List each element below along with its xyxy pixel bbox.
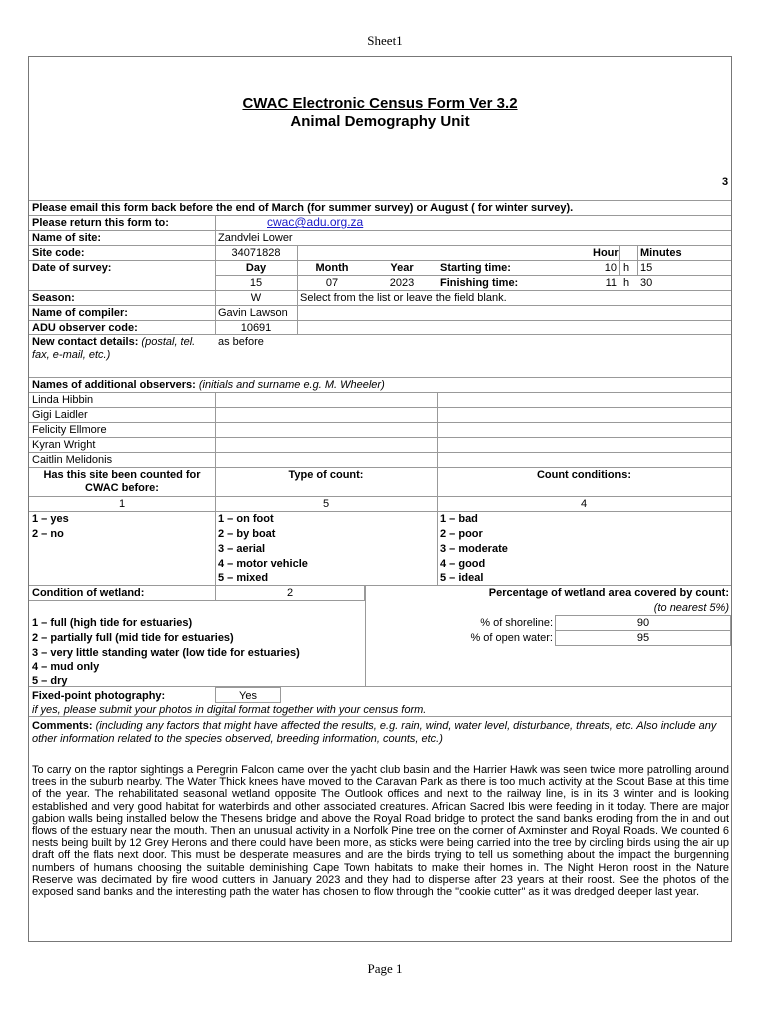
- type-of-count-label: Type of count:: [288, 469, 364, 481]
- year-field[interactable]: 2023: [389, 277, 415, 289]
- return-email-link[interactable]: [267, 216, 363, 230]
- wetland-condition-field[interactable]: 2: [286, 587, 294, 599]
- photography-note: if yes, please submit your photos in digital format together with your census form.: [32, 704, 427, 716]
- wetland-option: 4 – mud only: [32, 661, 100, 673]
- count-type-option: 4 – motor vehicle: [218, 558, 308, 570]
- count-type-option: 1 – on foot: [218, 513, 274, 525]
- wetland-condition-label: Condition of wetland:: [32, 587, 145, 599]
- site-code-label: Site code:: [32, 247, 85, 259]
- day-header: Day: [245, 262, 267, 274]
- observer-name[interactable]: Caitlin Melidonis: [32, 454, 113, 466]
- observer-name[interactable]: Kyran Wright: [32, 439, 96, 451]
- year-header: Year: [390, 262, 414, 274]
- condition-option: 3 – moderate: [440, 543, 508, 555]
- wetland-option: 1 – full (high tide for estuaries): [32, 617, 193, 629]
- start-minutes-field[interactable]: 15: [640, 262, 653, 274]
- counted-before-option: 1 – yes: [32, 513, 69, 525]
- site-name-field[interactable]: Zandvlei Lower: [218, 232, 293, 244]
- day-field[interactable]: 15: [249, 277, 263, 289]
- corner-number: 3: [722, 176, 729, 188]
- count-type-option: 5 – mixed: [218, 572, 269, 584]
- open-water-field[interactable]: 95: [636, 632, 650, 644]
- return-email[interactable]: cwac@adu.org.za: [267, 215, 364, 229]
- comments-text[interactable]: To carry on the raptor sightings a Peregrin Falcon came over the yacht club basin and the Harrier Hawk was seen twice more patrolling around trees in the suburb nearby. The Water Thick knees have moved to the Caravan Park as there is too much activity at the Scout Base at this time of the year. The rehabilitated seasonal wetland opposite The Outlook offices and next to the railway line, is in its 3 winter and is looking established and very good habitat for waterbirds and other associated creatures. African Sacred Ibis were feeding in it today. There are major gabion walls being installed below the Thesens bridge and above the Royal Road bridge to protect the sand banks eroding from the in and out flows of the estuary near the mouth. Then an unusual activity in a Norfolk Pine tree on the corner of Axminster and Royal Roads. We counted 6 nests being built by 12 Grey Herons and there could have been more, as sticks were being carried into the tree by circling birds using the air up draft off the flats next door. This must be desperate measures and are the birds trying to tell us something about the impact the burgenning numbers of humans choosing the suitable deminishing Cape Town habitats to make their homes in. The Night Heron roost in the Nature Reserve was decimated by fire wood cutters in January 2023 and they had to disperse after 23 years at their roost. See the photos of the exposed sand banks and the interesting path the water has chosen to flow through the "cookie cutter" as it was dredged deeper last year.: [32, 764, 729, 899]
- season-label: Season:: [32, 292, 75, 304]
- observer-name[interactable]: Linda Hibbin: [32, 394, 94, 406]
- wetland-option: 5 – dry: [32, 675, 68, 687]
- open-water-label: % of open water:: [470, 632, 553, 644]
- site-name-label: Name of site:: [32, 232, 102, 244]
- month-field[interactable]: 07: [325, 277, 339, 289]
- condition-option: 5 – ideal: [440, 572, 484, 584]
- shoreline-label: % of shoreline:: [480, 617, 553, 629]
- counted-before-option: 2 – no: [32, 528, 64, 540]
- count-conditions-field[interactable]: 4: [580, 498, 588, 510]
- observers-header: [32, 379, 385, 392]
- comments-header: [32, 720, 729, 746]
- count-type-option: 3 – aerial: [218, 543, 266, 555]
- coverage-label: Percentage of wetland area covered by count:: [488, 587, 729, 599]
- contact-hint-line2: fax, e-mail, etc.): [32, 349, 111, 361]
- form-subtitle: Animal Demography Unit: [290, 113, 470, 130]
- form-title: CWAC Electronic Census Form Ver 3.2: [242, 95, 518, 112]
- starting-time-label: Starting time:: [440, 262, 511, 274]
- photography-label: Fixed-point photography:: [32, 690, 166, 702]
- shoreline-field[interactable]: 90: [636, 617, 650, 629]
- season-field[interactable]: W: [250, 292, 262, 304]
- condition-option: 1 – bad: [440, 513, 478, 525]
- page-number: Page 1: [367, 961, 403, 976]
- survey-date-label: Date of survey:: [32, 262, 112, 274]
- finish-hour-field[interactable]: 11: [605, 277, 617, 289]
- contact-label-row: [32, 336, 195, 349]
- hour-header: Hour: [593, 247, 619, 259]
- sheet-title: Sheet1: [367, 33, 403, 48]
- wetland-option: 2 – partially full (mid tide for estuaries): [32, 632, 234, 644]
- contact-field[interactable]: as before: [218, 336, 264, 348]
- compiler-field[interactable]: Gavin Lawson: [218, 307, 288, 319]
- count-conditions-label: Count conditions:: [536, 469, 632, 481]
- observer-name[interactable]: Felicity Ellmore: [32, 424, 107, 436]
- season-note: Select from the list or leave the field blank.: [300, 292, 507, 304]
- coverage-hint: (to nearest 5%): [653, 602, 729, 614]
- start-h-sep: h: [623, 262, 630, 274]
- return-to-label: Please return this form to:: [32, 217, 169, 229]
- condition-option: 4 – good: [440, 558, 486, 570]
- comments-hint: (including any factors that might have affected the results, e.g. rain, wind, water level, disturbance, threats, etc. Also include any other information related to the species observed, breeding information, counts, etc.): [32, 720, 717, 745]
- wetland-option: 3 – very little standing water (low tide for estuaries): [32, 647, 300, 659]
- finishing-time-label: Finishing time:: [440, 277, 519, 289]
- finish-minutes-field[interactable]: 30: [640, 277, 653, 289]
- counted-before-label-1: Has this site been counted for: [43, 469, 201, 481]
- type-of-count-field[interactable]: 5: [322, 498, 330, 510]
- site-code-field[interactable]: 34071828: [231, 247, 281, 259]
- counted-before-label-2: CWAC before:: [85, 482, 159, 494]
- census-form: [28, 56, 732, 942]
- comments-label: Comments:: [32, 720, 93, 732]
- minutes-header: Minutes: [640, 247, 682, 259]
- observers-label: Names of additional observers:: [32, 379, 196, 391]
- counted-before-field[interactable]: 1: [118, 498, 126, 510]
- count-type-option: 2 – by boat: [218, 528, 276, 540]
- contact-hint: (postal, tel.: [141, 336, 196, 348]
- finish-h-sep: h: [623, 277, 630, 289]
- observer-code-field[interactable]: 10691: [240, 322, 272, 334]
- observer-code-label: ADU observer code:: [32, 322, 138, 334]
- email-back-instruction: Please email this form back before the end of March (for summer survey) or August ( for winter survey).: [32, 202, 574, 214]
- month-header: Month: [315, 262, 349, 274]
- condition-option: 2 – poor: [440, 528, 483, 540]
- observer-name[interactable]: Gigi Laidler: [32, 409, 88, 421]
- photography-field[interactable]: Yes: [239, 690, 257, 702]
- contact-label: New contact details:: [32, 336, 139, 348]
- start-hour-field[interactable]: 10: [604, 262, 617, 274]
- observers-hint: (initials and surname e.g. M. Wheeler): [198, 379, 385, 391]
- compiler-label: Name of compiler:: [32, 307, 128, 319]
